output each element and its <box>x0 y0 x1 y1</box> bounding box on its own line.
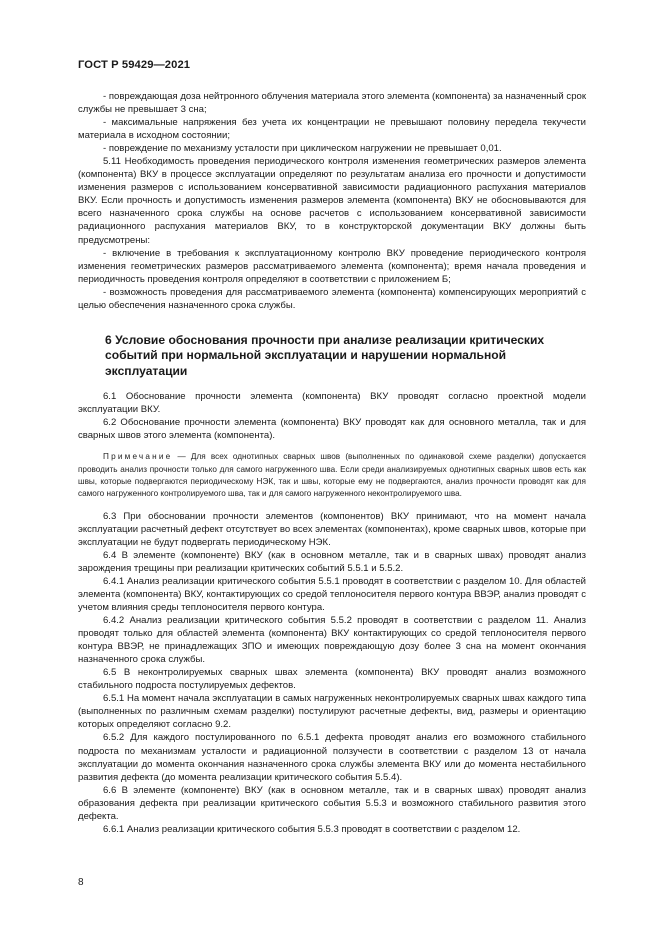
paragraph: 6.4 В элементе (компоненте) ВКУ (как в основном металле, так и в сварных швах) проводят анализ зарождения трещины при реализации критических событий 5.5.1 и 5.5.2. <box>78 549 586 574</box>
section-title: 6 Условие обоснования прочности при анализе реализации критических событий при нормальной эксплуатации и нарушении нормальной эксплуатации <box>105 332 545 378</box>
paragraph: 6.6 В элементе (компоненте) ВКУ (как в основном металле, так и в сварных швах) проводят анализ образования дефекта при реализации критического события 5.5.3 и возможного стабильного развития этого дефекта. <box>78 784 586 822</box>
page-number: 8 <box>78 877 84 888</box>
paragraph: 6.5 В неконтролируемых сварных швах элемента (компонента) ВКУ проводят анализ возможного стабильного подроста постулируемых дефектов. <box>78 667 586 692</box>
paragraph: 6.5.1 На момент начала эксплуатации в самых нагруженных неконтролируемых сварных швах каждого типа (выполненных по различным схемам разделки) постулируют расчетные дефекты, вид, размеры и ориентацию которых определяют согласно 9.2. <box>78 693 586 731</box>
paragraph: 5.11 Необходимость проведения периодического контроля изменения геометрических размеров элемента (компонента) ВКУ в процессе эксплуатации определяют по результатам анализа его прочности и допустимости изменения размеров с использованием консервативной зависимости радиационного распухания материалов ВКУ. Если прочность и допустимость изменения размеров элемента (компонента) ВКУ не обосновываются для всего назначенного срока службы на основе расчетов с использованием консервативной зависимости радиационного распухания материалов ВКУ, то в конструкторской документации ВКУ должны быть предусмотрены: <box>78 156 586 246</box>
paragraph: - максимальные напряжения без учета их концентрации не превышают половину передела текучести материала в исходном состоянии; <box>78 117 586 142</box>
paragraph: 6.5.2 Для каждого постулированного по 6.5.1 дефекта проводят анализ его возможного стабильного подроста по механизмам усталости и радиационной ползучести в соответствии с разделом 13 от начала эксплуатации до момента окончания назначенного срока службы элемента ВКУ или до момента нестабильного развития дефекта (до момента реализации критического события 5.5.4). <box>78 732 586 783</box>
paragraph: - повреждение по механизму усталости при циклическом нагружении не превышает 0,01. <box>103 143 502 155</box>
note-text: — Для всех однотипных сварных швов (выполненных по одинаковой схеме разделки) допускается проводить анализ прочности только для самого нагруженного шва. Если среди анализируемых однотипных сварных швов есть как швы, которые подвергаются периодическому НЭК, так и швы, которые ему не подвергаются, анализ прочности проводят как для самого нагруженного контролируемого шва, так и для самого нагруженного неконтролируемого шва. <box>78 452 586 498</box>
note <box>78 451 586 499</box>
document-header: ГОСТ Р 59429—2021 <box>78 59 191 71</box>
paragraph: 6.3 При обосновании прочности элементов (компонентов) ВКУ принимают, что на момент начала эксплуатации расчетный дефект отсутствует во всех элементах (компонентах), кроме сварных швов, которые при эксплуатации не будут подвергать периодическому НЭК. <box>78 510 586 548</box>
paragraph: - возможность проведения для рассматриваемого элемента (компонента) компенсирующих мероприятий с целью обеспечения назначенного срока службы. <box>78 286 586 311</box>
paragraph: - повреждающая доза нейтронного облучения материала этого элемента (компонента) за назначенный срок службы не превышает 3 сна; <box>78 91 586 116</box>
note-label: Примечание <box>103 452 173 462</box>
paragraph: 6.1 Обоснование прочности элемента (компонента) ВКУ проводят согласно проектной модели эксплуатации ВКУ. <box>78 391 586 416</box>
paragraph: 6.4.1 Анализ реализации критического события 5.5.1 проводят в соответствии с разделом 10. Для областей элемента (компонента) ВКУ, контактирующих со средой теплоносителя первого контура ВВЭР, анализ проводят с учетом влияния среды теплоносителя первого контура. <box>78 575 586 613</box>
paragraph: 6.2 Обоснование прочности элемента (компонента) ВКУ проводят как для основного металла, так и для сварных швов этого элемента (компонента). <box>78 417 586 442</box>
paragraph: - включение в требования к эксплуатационному контролю ВКУ проведение периодического контроля изменения геометрических размеров рассматриваемого элемента (компонента); время начала проведения и периодичность проведения контроля определяют в соответствии с приложением Б; <box>78 247 586 285</box>
paragraph: 6.4.2 Анализ реализации критического события 5.5.2 проводят в соответствии с разделом 11. Анализ проводят только для областей элемента (компонента) ВКУ контактирующих со средой теплоносителя первого контура ВВЭР, не принадлежащих ЗПО и имеющих повреждающую дозу более 3 сна на момент окончания назначенного срока службы. <box>78 615 586 666</box>
page-content <box>78 90 586 836</box>
paragraph: 6.6.1 Анализ реализации критического события 5.5.3 проводят в соответствии с разделом 12. <box>103 823 521 835</box>
